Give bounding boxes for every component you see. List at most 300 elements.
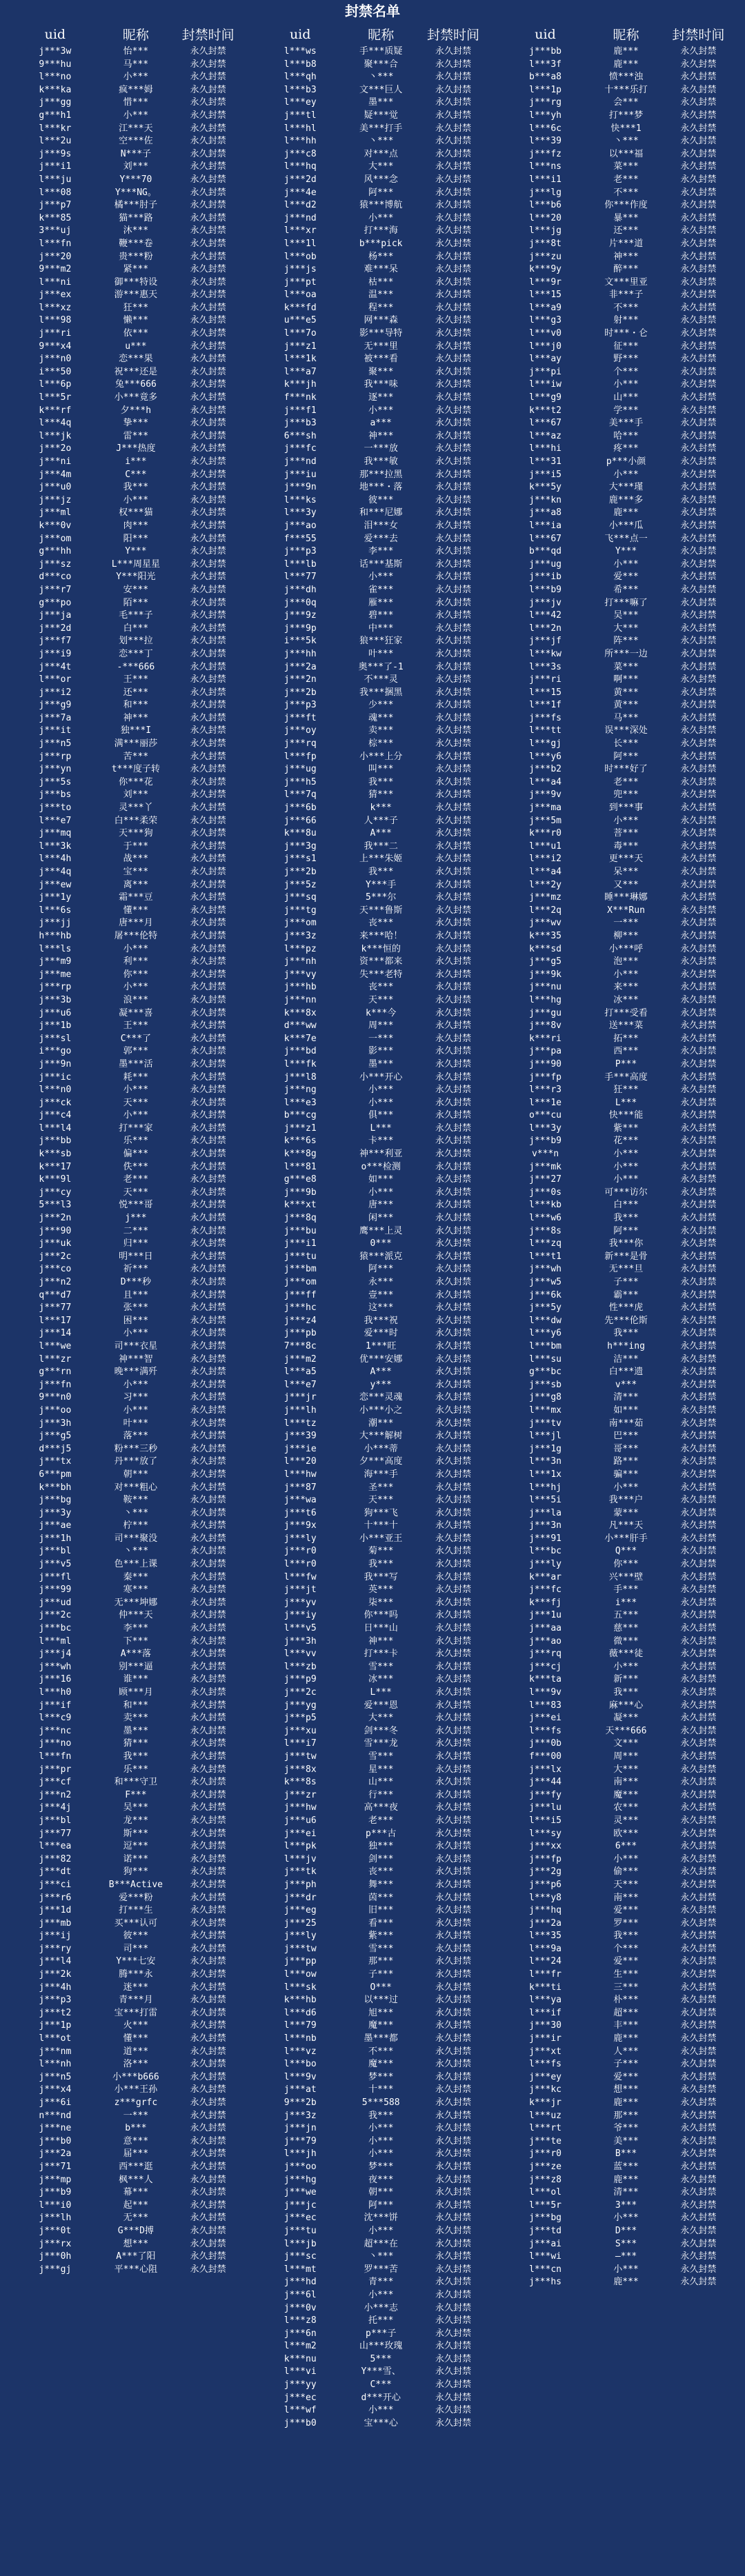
nickname-cell: 仲***天 xyxy=(119,1610,153,1621)
ban-time-cell: 永久封禁 xyxy=(190,46,226,57)
ban-time-cell: 永久封禁 xyxy=(190,264,226,275)
table-row xyxy=(252,1199,493,1212)
uid-cell: j***4m xyxy=(39,469,72,480)
table-row xyxy=(497,2186,738,2200)
table-row xyxy=(497,1251,738,1264)
table-row xyxy=(497,1764,738,1777)
table-row xyxy=(252,2238,493,2251)
ban-time-cell: 永久封禁 xyxy=(190,2097,226,2108)
table-row xyxy=(7,635,248,648)
ban-time-cell: 永久封禁 xyxy=(680,712,717,723)
nickname-cell: 周*** xyxy=(613,1751,639,1762)
table-row xyxy=(497,2225,738,2238)
nickname-cell: 毒*** xyxy=(613,841,639,852)
nickname-cell: 小***呼 xyxy=(608,943,644,954)
ban-time-cell: 永久封禁 xyxy=(435,572,471,583)
nickname-cell: 无***坤娜 xyxy=(114,1597,158,1608)
uid-cell: j***tl xyxy=(284,110,317,121)
table-row xyxy=(252,392,493,405)
nickname-cell: A***了阳 xyxy=(116,2251,156,2262)
nickname-cell: 蓝*** xyxy=(613,2161,639,2172)
nickname-cell: 新***是骨 xyxy=(604,1251,648,1262)
nickname-cell: 唐*** xyxy=(368,1200,394,1211)
uid-cell: j***fc xyxy=(529,1584,562,1596)
uid-cell: l***l4 xyxy=(39,1123,72,1134)
uid-cell: j***n5 xyxy=(39,738,72,749)
ban-time-cell: 永久封禁 xyxy=(435,879,471,890)
ban-time-cell: 永久封禁 xyxy=(680,1379,717,1390)
uid-cell: j***yv xyxy=(284,1597,317,1608)
uid-cell: j***ph xyxy=(284,1879,317,1890)
table-row xyxy=(497,1520,738,1533)
ban-time-cell: 永久封禁 xyxy=(190,443,226,454)
ban-time-cell: 永久封禁 xyxy=(435,238,471,249)
nickname-cell: 托*** xyxy=(368,2315,394,2326)
table-row xyxy=(252,1097,493,1110)
nickname-cell: 老*** xyxy=(368,1815,394,1826)
table-row xyxy=(252,1943,493,1956)
ban-time-cell: 永久封禁 xyxy=(435,1379,471,1390)
table-row xyxy=(7,866,248,879)
nickname-cell: 肉*** xyxy=(123,520,149,531)
uid-cell: l***9v xyxy=(284,2071,317,2082)
table-row xyxy=(497,1443,738,1456)
table-row xyxy=(497,1879,738,1892)
nickname-cell: Y***阳光 xyxy=(116,572,156,583)
table-row xyxy=(497,751,738,764)
table-row xyxy=(497,1994,738,2007)
uid-cell: j***ug xyxy=(284,764,317,775)
ban-time-cell: 永久封禁 xyxy=(190,1751,226,1762)
uid-cell: j***ly xyxy=(284,1533,317,1544)
nickname-cell: 性***虎 xyxy=(608,1302,644,1314)
uid-cell: l***hw xyxy=(284,1469,317,1480)
uid-cell: j***dt xyxy=(39,1866,72,1878)
uid-cell: j***kc xyxy=(529,2084,562,2095)
uid-cell: j***x4 xyxy=(39,2084,72,2095)
uid-cell: j***ck xyxy=(39,1097,72,1108)
uid-cell: j***hs xyxy=(529,2277,562,2288)
nickname-cell: 夕***h xyxy=(120,405,152,416)
nickname-cell: 小*** xyxy=(613,1661,639,1672)
table-row xyxy=(7,199,248,212)
ban-time-cell: 永久封禁 xyxy=(435,46,471,57)
table-row xyxy=(7,289,248,302)
table-row xyxy=(7,1622,248,1636)
table-row xyxy=(7,2212,248,2225)
nickname-cell: 打***家 xyxy=(119,1123,153,1134)
uid-cell: j***z1 xyxy=(284,1123,317,1134)
nickname-cell: 青***月 xyxy=(119,1995,153,2006)
nickname-cell: 罗*** xyxy=(613,1918,639,1929)
table-row xyxy=(497,1097,738,1110)
table-row xyxy=(252,1597,493,1610)
table-row xyxy=(7,1866,248,1879)
uid-cell: j***om xyxy=(284,1277,317,1287)
uid-cell: j***8t xyxy=(529,238,562,249)
uid-cell: u***e5 xyxy=(284,315,317,326)
uid-cell: l***6p xyxy=(39,379,72,390)
ban-time-cell: 永久封禁 xyxy=(680,72,717,83)
ban-time-cell: 永久封禁 xyxy=(680,225,717,237)
table-row xyxy=(497,699,738,712)
nickname-cell: 时***好了 xyxy=(604,764,648,775)
ban-time-cell: 永久封禁 xyxy=(680,2033,717,2044)
uid-cell: j***bl xyxy=(39,1815,72,1826)
uid-cell: l***bc xyxy=(529,1546,562,1557)
uid-cell: l***u1 xyxy=(529,841,562,852)
uid-cell: l***hj xyxy=(529,1482,562,1493)
uid-cell: j***z4 xyxy=(284,1315,317,1326)
ban-time-cell: 永久封禁 xyxy=(435,1469,471,1480)
table-row xyxy=(252,687,493,700)
nickname-cell: 丶*** xyxy=(368,136,394,147)
nickname-cell: 我*** xyxy=(613,1687,639,1698)
table-row xyxy=(7,1879,248,1892)
uid-cell: j***16 xyxy=(39,1674,72,1685)
uid-cell: j***ja xyxy=(39,610,72,621)
nickname-cell: Y***雪、 xyxy=(361,2366,401,2377)
table-row xyxy=(7,674,248,687)
uid-cell: l***gj xyxy=(529,738,562,749)
table-row xyxy=(497,1327,738,1340)
table-row xyxy=(7,1673,248,1687)
uid-cell: l***nb xyxy=(284,2033,317,2044)
ban-time-cell: 永久封禁 xyxy=(190,2020,226,2031)
ban-time-cell: 永久封禁 xyxy=(435,2123,471,2134)
table-row xyxy=(7,1648,248,1661)
uid-cell: g***h1 xyxy=(39,110,72,121)
ban-time-cell: 永久封禁 xyxy=(435,1982,471,1993)
nickname-cell: L***周星星 xyxy=(111,559,161,570)
ban-time-cell: 永久封禁 xyxy=(435,1751,471,1762)
table-row xyxy=(7,481,248,494)
uid-cell: l***oa xyxy=(284,290,317,301)
uid-cell: l***67 xyxy=(529,418,562,429)
uid-cell: j***gg xyxy=(39,97,72,108)
table-row xyxy=(497,392,738,405)
ban-time-cell: 永久封禁 xyxy=(190,2238,226,2249)
table-row xyxy=(252,545,493,559)
ban-time-cell: 永久封禁 xyxy=(435,1738,471,1749)
uid-cell: j***tu xyxy=(284,2225,317,2236)
table-row xyxy=(7,430,248,443)
ban-time-cell: 永久封禁 xyxy=(680,1367,717,1378)
ban-time-cell: 永久封禁 xyxy=(190,1443,226,1454)
nickname-cell: 刘*** xyxy=(123,161,149,172)
table-row xyxy=(252,1687,493,1700)
table-row xyxy=(497,559,738,572)
nickname-cell: 小*** xyxy=(613,815,639,826)
nickname-cell: 和*** xyxy=(123,700,149,711)
ban-time-cell: 永久封禁 xyxy=(435,1507,471,1518)
nickname-cell: p***子 xyxy=(366,2328,397,2339)
nickname-cell: 文***里亚 xyxy=(604,276,648,288)
ban-time-cell: 永久封禁 xyxy=(680,1071,717,1083)
table-row xyxy=(7,2174,248,2187)
nickname-cell: 剑***冬 xyxy=(364,1725,398,1736)
uid-cell: l***5r xyxy=(529,2200,562,2211)
uid-cell: j***z1 xyxy=(284,341,317,352)
nickname-cell: 沐*** xyxy=(123,225,149,237)
table-row xyxy=(497,841,738,854)
table-row xyxy=(252,1148,493,1161)
uid-cell: 6***sh xyxy=(284,430,317,441)
table-row xyxy=(497,2046,738,2059)
nickname-cell: B***Active xyxy=(108,1879,163,1890)
nickname-cell: 阿*** xyxy=(613,1225,639,1236)
nickname-cell: 挚*** xyxy=(123,418,149,429)
table-row xyxy=(7,1955,248,1969)
uid-cell: l***y8 xyxy=(529,1892,562,1903)
ban-time-cell: 永久封禁 xyxy=(680,2059,717,2070)
nickname-cell: A***落 xyxy=(120,1649,152,1660)
uid-cell: 6***pm xyxy=(39,1469,72,1480)
nickname-cell: 打***受看 xyxy=(604,1007,648,1018)
uid-cell: j***hw xyxy=(284,1802,317,1813)
uid-cell: j***i9 xyxy=(39,648,72,659)
nickname-cell: 叫*** xyxy=(368,764,394,775)
table-row xyxy=(7,456,248,469)
uid-cell: j***3z xyxy=(284,2110,317,2121)
ban-time-cell: 永久封禁 xyxy=(680,930,717,941)
uid-cell: l***ea xyxy=(39,1841,72,1852)
table-row xyxy=(497,1622,738,1636)
nickname-cell: 悦***哥 xyxy=(119,1200,153,1211)
uid-cell: l***3k xyxy=(39,841,72,852)
table-row xyxy=(7,405,248,418)
nickname-cell: 届*** xyxy=(123,2149,149,2160)
table-row xyxy=(7,59,248,72)
uid-cell: j***ie xyxy=(284,1443,317,1454)
table-row xyxy=(252,1700,493,1713)
uid-cell: l***wi xyxy=(529,2251,562,2262)
table-row xyxy=(497,1084,738,1097)
uid-cell: j***iu xyxy=(284,469,317,480)
ban-time-cell: 永久封禁 xyxy=(680,379,717,390)
ban-time-cell: 永久封禁 xyxy=(190,482,226,493)
table-row xyxy=(497,212,738,225)
table-row xyxy=(497,1969,738,1982)
uid-cell: l***bm xyxy=(529,1340,562,1351)
ban-time-cell: 永久封禁 xyxy=(435,956,471,967)
uid-cell: l***2n xyxy=(529,623,562,634)
ban-time-cell: 永久封禁 xyxy=(190,161,226,172)
nickname-cell: 一*** xyxy=(123,2110,149,2121)
table-row xyxy=(497,507,738,520)
table-row xyxy=(497,712,738,725)
nickname-cell: 魔*** xyxy=(368,2059,394,2070)
ban-time-cell: 永久封禁 xyxy=(190,1418,226,1429)
ban-time-cell: 永久封禁 xyxy=(435,187,471,198)
ban-time-cell: 永久封禁 xyxy=(435,930,471,941)
table-row xyxy=(252,674,493,687)
uid-cell: l***or xyxy=(39,674,72,685)
uid-cell: l***b9 xyxy=(529,584,562,595)
uid-cell: j***eg xyxy=(284,1905,317,1916)
uid-cell: j***it xyxy=(39,725,72,736)
ban-time-cell: 永久封禁 xyxy=(680,1431,717,1442)
ban-time-cell: 永久封禁 xyxy=(435,2264,471,2275)
uid-cell: 9***n0 xyxy=(39,1392,72,1403)
nickname-cell: 想*** xyxy=(123,2238,149,2249)
table-row xyxy=(497,174,738,187)
ban-time-cell: 永久封禁 xyxy=(680,174,717,185)
uid-cell: k***sb xyxy=(39,1149,72,1160)
ban-time-cell: 永久封禁 xyxy=(190,1520,226,1531)
nickname-cell: 聚*** xyxy=(368,366,394,377)
table-row xyxy=(252,314,493,328)
nickname-cell: 意*** xyxy=(123,2135,149,2146)
nickname-cell: 灵*** xyxy=(613,1815,639,1826)
nickname-cell: i*** xyxy=(125,456,147,467)
table-row xyxy=(252,1354,493,1367)
nickname-cell: 幕*** xyxy=(123,2187,149,2198)
uid-cell: j***td xyxy=(529,2225,562,2236)
header-uid: uid xyxy=(44,26,66,42)
ban-time-cell: 永久封禁 xyxy=(190,789,226,801)
table-row xyxy=(252,1636,493,1649)
table-row xyxy=(7,1533,248,1546)
ban-time-cell: 永久封禁 xyxy=(435,1174,471,1185)
uid-cell: i***5k xyxy=(284,636,317,647)
uid-cell: l***15 xyxy=(529,290,562,301)
table-row xyxy=(252,494,493,507)
ban-time-cell: 永久封禁 xyxy=(190,943,226,954)
uid-cell: b***cg xyxy=(284,1110,317,1121)
uid-cell: d***co xyxy=(39,572,72,583)
table-row xyxy=(497,1661,738,1674)
ban-time-cell: 永久封禁 xyxy=(190,1354,226,1365)
nickname-cell: 斯*** xyxy=(123,1828,149,1839)
nickname-cell: 卖*** xyxy=(368,725,394,736)
uid-cell: k***7e xyxy=(284,1033,317,1044)
ban-time-cell: 永久封禁 xyxy=(680,1674,717,1685)
table-row xyxy=(252,1661,493,1674)
ban-time-cell: 永久封禁 xyxy=(435,225,471,237)
nickname-cell: 柠*** xyxy=(123,1520,149,1531)
uid-cell: j***s1 xyxy=(284,854,317,865)
table-row xyxy=(7,1584,248,1597)
nickname-cell: 小*** xyxy=(368,1085,394,1096)
uid-cell: j***2c xyxy=(39,1610,72,1621)
ban-time-cell: 永久封禁 xyxy=(435,687,471,698)
uid-cell: l***h0 xyxy=(39,1687,72,1698)
ban-time-cell: 永久封禁 xyxy=(680,1623,717,1634)
ban-time-cell: 永久封禁 xyxy=(190,1995,226,2006)
table-row xyxy=(497,302,738,315)
ban-time-cell: 永久封禁 xyxy=(680,1520,717,1531)
uid-cell: j***p3 xyxy=(39,1995,72,2006)
ban-time-cell: 永久封禁 xyxy=(435,1661,471,1672)
table-row xyxy=(497,1430,738,1443)
uid-cell: l***bo xyxy=(284,2059,317,2070)
ban-time-cell: 永久封禁 xyxy=(680,1853,717,1864)
ban-time-cell: 永久封禁 xyxy=(435,1623,471,1634)
uid-cell: l***cn xyxy=(529,2264,562,2275)
nickname-cell: 爱***粉 xyxy=(119,1892,153,1903)
nickname-cell: 小*** xyxy=(123,943,149,954)
ban-time-cell: 永久封禁 xyxy=(680,1636,717,1647)
uid-cell: k***85 xyxy=(39,212,72,223)
ban-time-cell: 永久封禁 xyxy=(435,251,471,262)
uid-cell: j***l8 xyxy=(284,1071,317,1083)
column-header xyxy=(497,23,738,46)
nickname-cell: 文*** xyxy=(613,1738,639,1749)
ban-time-cell: 永久封禁 xyxy=(190,1046,226,1057)
ban-time-cell: 永久封禁 xyxy=(435,2046,471,2057)
table-row xyxy=(252,879,493,892)
uid-cell: j***2n xyxy=(39,1213,72,1224)
nickname-cell: 那***拉黑 xyxy=(359,469,403,480)
uid-cell: l***sy xyxy=(529,1828,562,1839)
ban-time-cell: 永久封禁 xyxy=(190,1071,226,1083)
ban-time-cell: 永久封禁 xyxy=(435,302,471,313)
nickname-cell: 如*** xyxy=(368,1174,394,1185)
ban-time-cell: 永久封禁 xyxy=(190,507,226,519)
ban-time-cell: 永久封禁 xyxy=(435,776,471,787)
uid-cell: j***pr xyxy=(39,1764,72,1775)
table-row xyxy=(497,1276,738,1289)
nickname-cell: 还*** xyxy=(613,225,639,237)
table-row xyxy=(497,71,738,84)
uid-cell: l***r3 xyxy=(529,1085,562,1096)
ban-time-cell: 永久封禁 xyxy=(190,687,226,698)
table-row xyxy=(7,2238,248,2251)
table-row xyxy=(252,353,493,366)
ban-time-cell: 永久封禁 xyxy=(190,1213,226,1224)
table-row xyxy=(7,1738,248,1751)
nickname-cell: 神*** xyxy=(613,251,639,262)
uid-cell: j***30 xyxy=(529,2020,562,2031)
uid-cell: j***om xyxy=(39,533,72,544)
table-row xyxy=(7,1007,248,1020)
uid-cell: i***50 xyxy=(39,366,72,377)
table-row xyxy=(497,2020,738,2033)
uid-cell: j***fy xyxy=(529,1789,562,1800)
table-row xyxy=(497,1187,738,1200)
uid-cell: j***f7 xyxy=(39,636,72,647)
uid-cell: k***9l xyxy=(39,1174,72,1185)
uid-cell: l***ey xyxy=(284,97,317,108)
nickname-cell: 猜*** xyxy=(123,1738,149,1749)
ban-time-cell: 永久封禁 xyxy=(435,2225,471,2236)
table-row xyxy=(497,2122,738,2135)
uid-cell: j***n0 xyxy=(39,354,72,365)
uid-cell: j***tv xyxy=(529,1418,562,1429)
ban-time-cell: 永久封禁 xyxy=(680,2251,717,2262)
table-row xyxy=(252,1263,493,1276)
table-row xyxy=(497,1225,738,1238)
uid-cell: l***7o xyxy=(284,328,317,339)
table-row xyxy=(7,751,248,764)
nickname-cell: 叶*** xyxy=(368,648,394,659)
ban-time-cell: 永久封禁 xyxy=(680,1469,717,1480)
uid-cell: j***jf xyxy=(529,636,562,647)
uid-cell: d***j5 xyxy=(39,1443,72,1454)
ban-time-cell: 永久封禁 xyxy=(190,2033,226,2044)
uid-cell: j***ng xyxy=(284,1085,317,1096)
nickname-cell: 网***森 xyxy=(364,315,398,326)
table-row xyxy=(497,2276,738,2289)
table-row xyxy=(252,1904,493,1918)
table-row xyxy=(497,1507,738,1520)
ban-time-cell: 永久封禁 xyxy=(435,200,471,211)
ban-time-cell: 永久封禁 xyxy=(435,1251,471,1262)
table-row xyxy=(497,2097,738,2110)
table-row xyxy=(252,251,493,264)
nickname-cell: 高***夜 xyxy=(364,1802,398,1813)
